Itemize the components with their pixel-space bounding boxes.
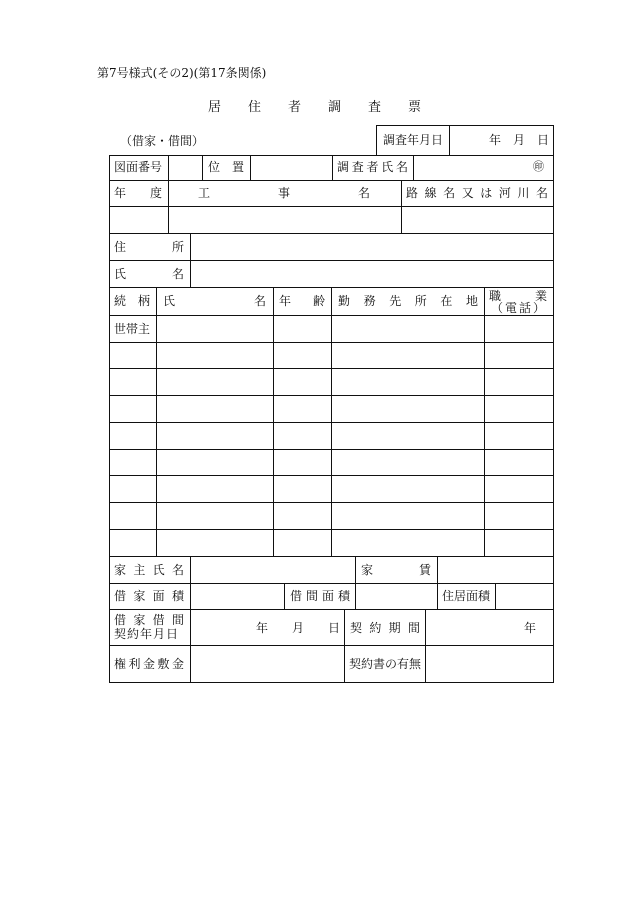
label-char: 面	[152, 589, 165, 603]
contract-period-year-unit: 年	[524, 621, 537, 635]
label-char: 続	[114, 294, 127, 308]
label-char: 約	[369, 621, 382, 635]
label-char: 位	[208, 160, 221, 174]
rented-room-area-label	[290, 589, 350, 603]
label-char: 勤	[338, 294, 351, 308]
relation-header	[114, 294, 150, 308]
label-char: 先	[389, 294, 402, 308]
label-char: 名	[357, 186, 370, 200]
title-char: 居	[207, 100, 222, 115]
form-title	[0, 96, 630, 115]
label-char: 者	[366, 160, 379, 174]
label-char: 務	[363, 294, 376, 308]
survey-month-unit: 月	[513, 133, 526, 147]
label-char: 金	[142, 657, 155, 671]
title-char: 住	[247, 100, 262, 115]
label-char: 年	[279, 294, 292, 308]
work-name-label	[198, 186, 370, 200]
member-name-header	[163, 294, 266, 308]
head-of-household-label: 世帯主	[114, 322, 151, 336]
address-label	[114, 240, 184, 254]
contract-date-label-line2: 契約年月日	[114, 627, 180, 641]
key-money-deposit-label	[114, 657, 184, 671]
drawing-no-label: 図面番号	[114, 160, 163, 174]
fiscal-year-label	[114, 186, 162, 200]
label-char: 名	[443, 186, 456, 200]
label-char: 家	[133, 589, 146, 603]
label-char: 名	[171, 563, 184, 577]
age-header	[279, 294, 325, 308]
label-char: 職	[489, 289, 502, 303]
rent-label	[361, 563, 431, 577]
label-char: 家	[133, 613, 146, 627]
label-char: 借	[152, 613, 165, 627]
label-char: 住	[114, 240, 127, 254]
label-char: 名	[535, 186, 548, 200]
label-char: 地	[465, 294, 478, 308]
label-char: 工	[198, 186, 211, 200]
living-area-label: 住居面積	[442, 589, 491, 603]
rented-house-area-label	[114, 589, 184, 603]
label-char: 所	[414, 294, 427, 308]
contract-year-unit: 年	[256, 621, 269, 635]
label-char: 氏	[381, 160, 394, 174]
label-char: 金	[171, 657, 184, 671]
position-label	[208, 160, 244, 174]
route-river-name-label	[406, 186, 548, 200]
label-char: 調	[337, 160, 350, 174]
seal-mark-icon: ㊞	[533, 160, 544, 173]
label-char: 借	[114, 613, 127, 627]
label-char: 権	[114, 657, 127, 671]
label-char: 齢	[312, 294, 325, 308]
form-label: 第7号様式(その2)(第17条関係)	[97, 66, 267, 80]
label-char: 主	[133, 563, 146, 577]
label-char: 査	[351, 160, 364, 174]
label-char: 間	[407, 621, 420, 635]
label-char: 家	[361, 563, 374, 577]
label-char: 氏	[163, 294, 176, 308]
label-char: 間	[171, 613, 184, 627]
title-char: 調	[328, 100, 343, 115]
label-char: 間	[305, 589, 318, 603]
inspector-name-label	[337, 160, 408, 174]
label-char: 氏	[114, 267, 127, 281]
landlord-name-label	[114, 563, 184, 577]
contract-date-label-line1	[114, 613, 184, 627]
label-char: 所	[171, 240, 184, 254]
label-char: 柄	[137, 294, 150, 308]
label-char: 名	[171, 267, 184, 281]
label-char: 賃	[418, 563, 431, 577]
label-char: 度	[149, 186, 162, 200]
label-char: 線	[424, 186, 437, 200]
label-char: 事	[277, 186, 290, 200]
label-char: 期	[388, 621, 401, 635]
label-char: 積	[171, 589, 184, 603]
label-char: 名	[253, 294, 266, 308]
title-char: 者	[287, 100, 302, 115]
phone-header: （電話）	[490, 301, 547, 315]
label-char: 名	[395, 160, 408, 174]
contract-document-label: 契約書の有無	[349, 657, 422, 671]
label-char: 契	[350, 621, 363, 635]
label-char: 借	[290, 589, 303, 603]
title-char: 査	[368, 100, 383, 115]
work-place-header	[338, 294, 478, 308]
contract-period-label	[350, 621, 420, 635]
survey-day-unit: 日	[537, 133, 550, 147]
label-char: 河	[498, 186, 511, 200]
title-char: 票	[408, 100, 423, 115]
label-char: 氏	[152, 563, 165, 577]
label-char: 業	[534, 289, 547, 303]
top-note: （借家・借間）	[120, 134, 205, 148]
label-char: 敷	[157, 657, 170, 671]
label-char: 積	[337, 589, 350, 603]
label-char: は	[480, 186, 493, 200]
label-char: 川	[517, 186, 530, 200]
contract-day-unit: 日	[328, 621, 341, 635]
survey-date-label: 調査年月日	[383, 133, 444, 147]
label-char: 家	[114, 563, 127, 577]
label-char: 面	[321, 589, 334, 603]
contract-month-unit: 月	[292, 621, 305, 635]
label-char: 年	[114, 186, 127, 200]
label-char: 又	[461, 186, 474, 200]
name-label	[114, 267, 184, 281]
label-char: 在	[440, 294, 453, 308]
label-char: 借	[114, 589, 127, 603]
survey-year-unit: 年	[489, 133, 502, 147]
label-char: 利	[128, 657, 141, 671]
label-char: 置	[231, 160, 244, 174]
label-char: 路	[406, 186, 419, 200]
